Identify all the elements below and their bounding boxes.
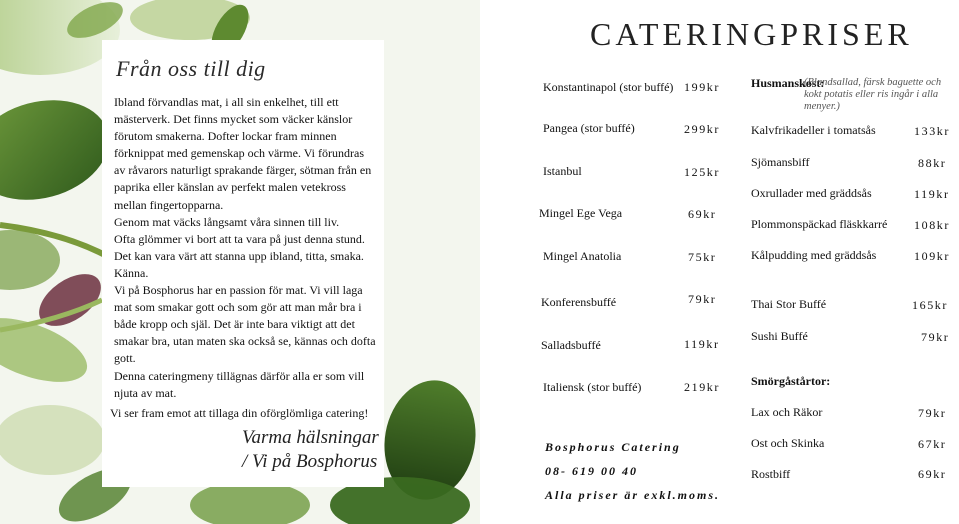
smorgastartor-heading: Smörgåstårtor: bbox=[751, 374, 831, 388]
menu-item-name: Plommonspäckad fläskkarré bbox=[751, 217, 888, 231]
menu-item-name: Rostbiff bbox=[751, 467, 791, 481]
footer-phone: 08- 619 00 40 bbox=[545, 464, 638, 478]
menu-item-name: Salladsbuffé bbox=[541, 338, 601, 352]
menu-item-name: Oxrullader med gräddsås bbox=[751, 186, 872, 200]
menu-item-price: 79kr bbox=[688, 292, 717, 306]
husmanskost-heading: Husmanskost: bbox=[751, 76, 825, 90]
menu-item-name: Pangea (stor buffé) bbox=[543, 121, 635, 135]
menu-item-price: 79kr bbox=[921, 330, 950, 344]
footer-company: Bosphorus Catering bbox=[545, 440, 681, 454]
menu-item-name: Mingel Ege Vega bbox=[539, 206, 623, 220]
menu-item-name: Sjömansbiff bbox=[751, 155, 810, 169]
menu-item-name: Kalvfrikadeller i tomatsås bbox=[751, 123, 876, 137]
intro-invite: Vi ser fram emot att tillaga din oförglömliga catering! bbox=[110, 406, 369, 420]
menu-item-price: 79kr bbox=[918, 406, 947, 420]
footer-vat-note: Alla priser är exkl.moms. bbox=[545, 488, 721, 502]
menu-item-price: 199kr bbox=[684, 80, 720, 94]
menu-item-name: Kålpudding med gräddsås bbox=[751, 248, 877, 262]
intro-paragraph: Genom mat väcks långsamt våra sinnen till liv. bbox=[114, 214, 340, 229]
menu-item-price: 88kr bbox=[918, 156, 947, 170]
intro-paragraph: Vi på Bosphorus har en passion för mat. Vi vill laga mat som smakar gott och som gör att man mår bra i både kropp och själ. Det är inte bara viktigt att det smakar bra, utan maten ska också se, kännas och dofta gott. bbox=[114, 283, 376, 366]
signature bbox=[242, 426, 379, 474]
menu-item-name: Istanbul bbox=[543, 164, 582, 178]
intro-paragraph: Ofta glömmer vi bort att ta vara på just denna stund. Det kan vara värt att stanna upp ibland, titta, smaka. Känna. bbox=[114, 231, 365, 280]
menu-item-price: 133kr bbox=[914, 124, 950, 138]
menu-item-name: Mingel Anatolia bbox=[543, 249, 622, 263]
intro-paragraph: Denna cateringmeny tillägnas därför alla er som vill njuta av mat. bbox=[114, 368, 365, 400]
page-title: CATERINGPRISER bbox=[590, 16, 913, 52]
intro-title: Från oss till dig bbox=[116, 56, 266, 81]
menu-item-name: Sushi Buffé bbox=[751, 329, 808, 343]
menu-item-price: 219kr bbox=[684, 380, 720, 394]
intro-card bbox=[102, 40, 384, 487]
menu-item-name: Thai Stor Buffé bbox=[751, 297, 827, 311]
menu-item-price: 75kr bbox=[688, 250, 717, 264]
menu-item-price: 67kr bbox=[918, 437, 947, 451]
menu-item-price: 125kr bbox=[684, 165, 720, 179]
menu-item-price: 119kr bbox=[684, 337, 720, 351]
husmanskost-note: (Blandsallad, färsk baguette och kokt potatis eller ris ingår i alla menyer.) bbox=[804, 77, 942, 112]
signature-line: Varma hälsningar bbox=[242, 427, 379, 448]
intro-body bbox=[114, 94, 376, 402]
menu-item-name: Italiensk (stor buffé) bbox=[543, 380, 642, 394]
menu-item-price: 119kr bbox=[914, 187, 950, 201]
signature-line: / Vi på Bosphorus bbox=[242, 451, 378, 472]
menu-item-price: 109kr bbox=[914, 249, 950, 263]
menu-item-name: Ost och Skinka bbox=[751, 436, 825, 450]
menu-item-name: Lax och Räkor bbox=[751, 405, 823, 419]
menu-item-price: 108kr bbox=[914, 218, 950, 232]
menu-item-name: Konferensbuffé bbox=[541, 295, 617, 309]
menu-item-price: 69kr bbox=[918, 467, 947, 481]
menu-item-price: 299kr bbox=[684, 122, 720, 136]
menu-item-price: 165kr bbox=[912, 298, 948, 312]
menu-item-price: 69kr bbox=[688, 207, 717, 221]
menu-item-name: Konstantinapol (stor buffé) bbox=[543, 80, 674, 94]
intro-paragraph: Ibland förvandlas mat, i all sin enkelhet, till ett mästerverk. Det finns mycket som väcker känslor förutom smakerna. Dofter lockar fram minnen förknippat med gemenskap och värme. Vi förundras av råvarors naturligt sprakande färger, sötman från en paprika eller känslan av perfekt malen vetekross mellan fingertopparna. bbox=[114, 95, 372, 212]
